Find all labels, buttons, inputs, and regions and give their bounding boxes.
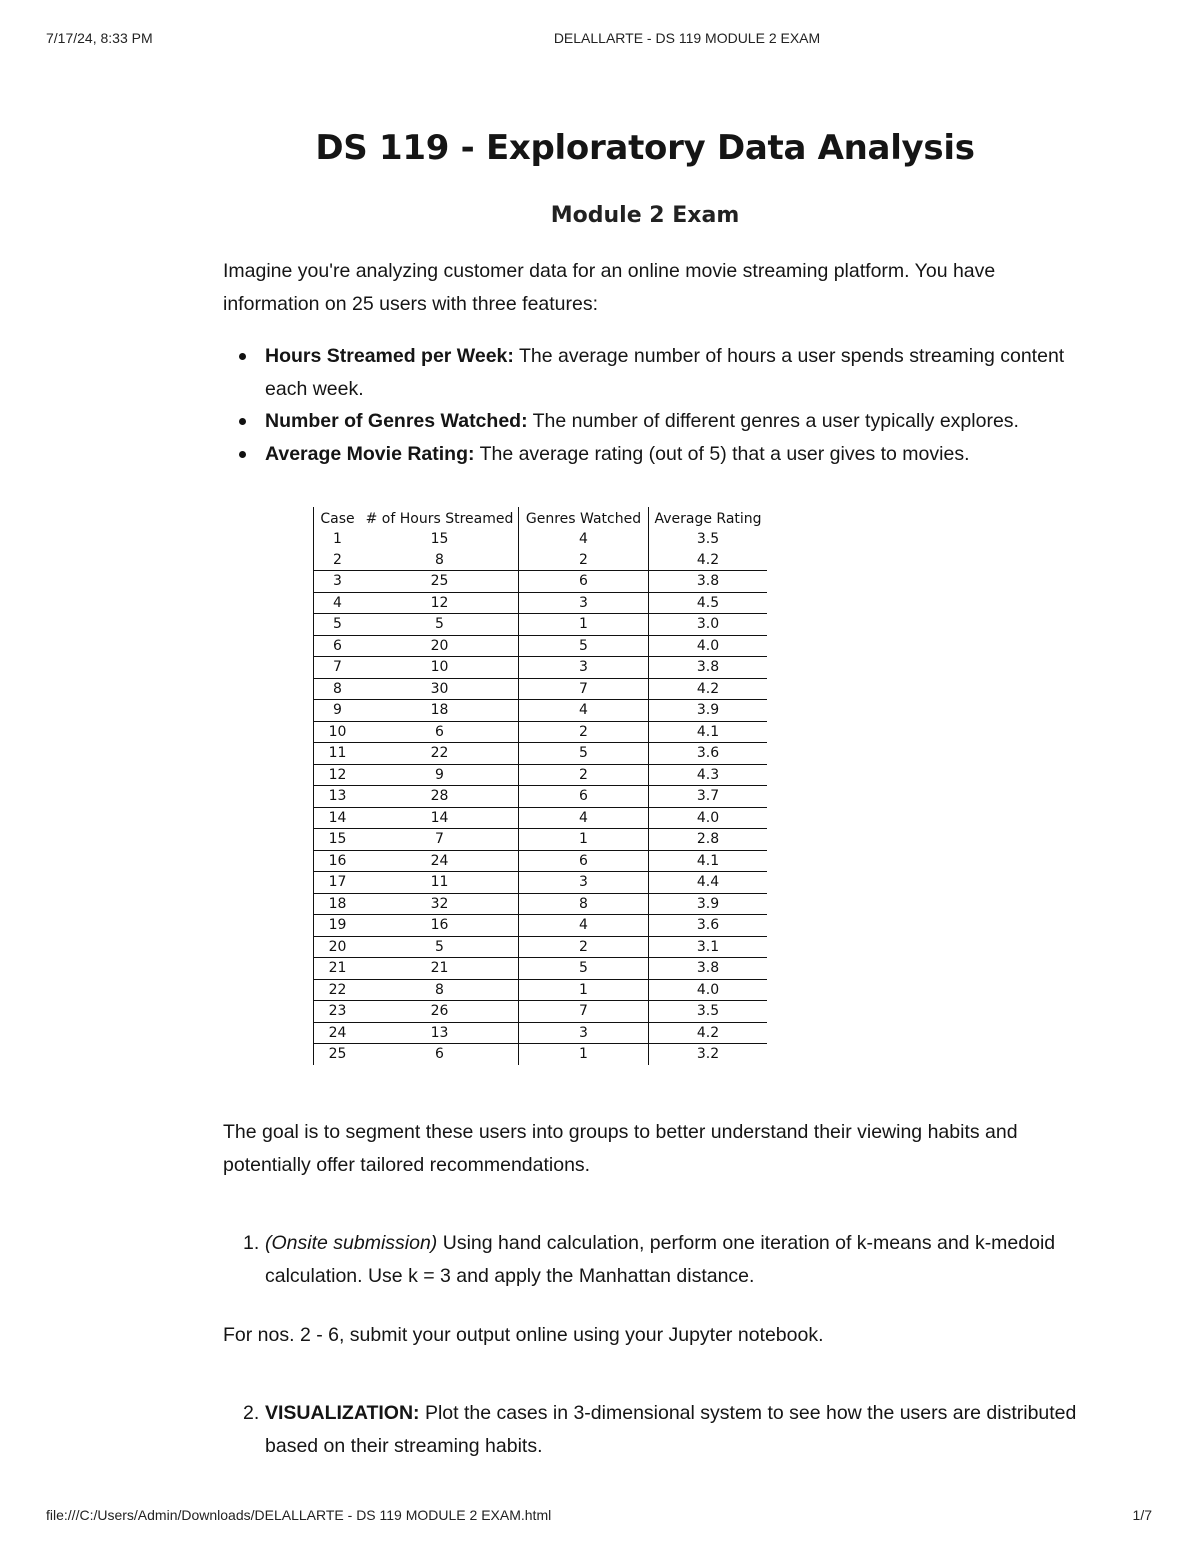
- cell-case: 11: [314, 743, 362, 765]
- cell-hours: 9: [361, 764, 519, 786]
- cell-genres: 6: [519, 571, 649, 593]
- cell-genres: 4: [519, 700, 649, 722]
- cell-case: 2: [314, 550, 362, 571]
- table-row: [314, 635, 768, 657]
- cell-hours: 18: [361, 700, 519, 722]
- cell-rating: 2.8: [649, 829, 768, 851]
- table-row: [314, 872, 768, 894]
- cell-case: 18: [314, 893, 362, 915]
- cell-rating: 4.1: [649, 850, 768, 872]
- cell-genres: 7: [519, 678, 649, 700]
- table-row: [314, 700, 768, 722]
- cell-case: 1: [314, 529, 362, 550]
- cell-rating: 3.8: [649, 958, 768, 980]
- cell-rating: 4.0: [649, 807, 768, 829]
- feature-term: Number of Genres Watched:: [265, 410, 528, 432]
- cell-case: 21: [314, 958, 362, 980]
- cell-genres: 2: [519, 936, 649, 958]
- cell-genres: 4: [519, 915, 649, 937]
- cell-hours: 20: [361, 635, 519, 657]
- cell-genres: 5: [519, 635, 649, 657]
- question-item: [223, 1227, 1083, 1292]
- user-data-table: [313, 507, 767, 1065]
- cell-case: 12: [314, 764, 362, 786]
- cell-hours: 24: [361, 850, 519, 872]
- question-text: Plot the cases in 3-dimensional system to see how the users are distributed based on their streaming habits.: [265, 1402, 1077, 1457]
- feature-desc: The average rating (out of 5) that a user gives to movies.: [474, 442, 970, 465]
- cell-genres: 6: [519, 786, 649, 808]
- table-row: [314, 1022, 768, 1044]
- feature-desc: The number of different genres a user typically explores.: [527, 410, 1019, 432]
- cell-case: 7: [314, 657, 362, 679]
- cell-hours: 28: [361, 786, 519, 808]
- table-header-row: [314, 507, 768, 529]
- table-row: [314, 1001, 768, 1023]
- intro-paragraph: Imagine you're analyzing customer data for an online movie streaming platform. You have information on 25 users with three features:: [223, 260, 996, 315]
- cell-genres: 5: [519, 743, 649, 765]
- feature-desc: The average number of hours a user spends streaming content each week.: [265, 345, 1065, 400]
- cell-case: 17: [314, 872, 362, 894]
- cell-genres: 3: [519, 592, 649, 614]
- cell-case: 13: [314, 786, 362, 808]
- cell-hours: 11: [361, 872, 519, 894]
- table-row: [314, 571, 768, 593]
- cell-case: 8: [314, 678, 362, 700]
- cell-genres: 2: [519, 764, 649, 786]
- cell-case: 6: [314, 635, 362, 657]
- cell-genres: 4: [519, 807, 649, 829]
- cell-rating: 3.5: [649, 1001, 768, 1023]
- cell-case: 19: [314, 915, 362, 937]
- cell-genres: 4: [519, 529, 649, 550]
- cell-genres: 1: [519, 1044, 649, 1065]
- question-number: 2.: [243, 1402, 260, 1424]
- cell-genres: 1: [519, 614, 649, 636]
- feature-item: [223, 340, 1083, 405]
- cell-hours: 32: [361, 893, 519, 915]
- cell-hours: 8: [361, 979, 519, 1001]
- cell-genres: 7: [519, 1001, 649, 1023]
- table-row: [314, 721, 768, 743]
- question-text: Using hand calculation, perform one iteration of k-means and k-medoid calculation. Use k = 3 and apply the Manhattan distance.: [265, 1232, 1056, 1287]
- feature-item: [223, 438, 1083, 471]
- feature-term: Hours Streamed per Week:: [265, 345, 514, 367]
- cell-case: 16: [314, 850, 362, 872]
- cell-case: 25: [314, 1044, 362, 1065]
- table-row: [314, 936, 768, 958]
- cell-case: 15: [314, 829, 362, 851]
- question-number: 1.: [243, 1232, 260, 1254]
- cell-rating: 3.6: [649, 915, 768, 937]
- cell-hours: 7: [361, 829, 519, 851]
- cell-case: 22: [314, 979, 362, 1001]
- feature-item: [223, 405, 1083, 438]
- cell-rating: 3.8: [649, 657, 768, 679]
- cell-rating: 3.0: [649, 614, 768, 636]
- table-row: [314, 1044, 768, 1065]
- cell-case: 14: [314, 807, 362, 829]
- cell-hours: 30: [361, 678, 519, 700]
- cell-rating: 3.8: [649, 571, 768, 593]
- question-label: VISUALIZATION:: [265, 1402, 420, 1424]
- cell-case: 9: [314, 700, 362, 722]
- table-row: [314, 786, 768, 808]
- cell-genres: 1: [519, 829, 649, 851]
- cell-hours: 6: [361, 1044, 519, 1065]
- question-prefix: (Onsite submission): [265, 1232, 438, 1254]
- table-row: [314, 915, 768, 937]
- cell-rating: 3.9: [649, 700, 768, 722]
- page-title: DS 119 - Exploratory Data Analysis: [315, 128, 975, 168]
- question-item: [223, 1397, 1083, 1462]
- header-case: Case: [314, 507, 362, 529]
- print-doc-title: DELALLARTE - DS 119 MODULE 2 EXAM: [553, 30, 821, 46]
- print-page-number: 1/7: [1132, 1507, 1152, 1523]
- cell-rating: 4.2: [649, 678, 768, 700]
- cell-rating: 4.2: [696, 551, 720, 568]
- cell-hours: 25: [361, 571, 519, 593]
- cell-case: 24: [314, 1022, 362, 1044]
- cell-hours: 6: [361, 721, 519, 743]
- header-genres: Genres Watched: [519, 507, 649, 529]
- cell-hours: 13: [361, 1022, 519, 1044]
- header-hours: # of Hours Streamed: [361, 507, 519, 529]
- cell-hours: 16: [361, 915, 519, 937]
- cell-hours: 8: [361, 550, 519, 571]
- page-subtitle: Module 2 Exam: [550, 203, 740, 228]
- cell-hours: 14: [361, 807, 519, 829]
- table-row: [314, 614, 768, 636]
- cell-rating: 3.6: [649, 743, 768, 765]
- print-file-path: file:///C:/Users/Admin/Downloads/DELALLARTE - DS 119 MODULE 2 EXAM.html: [46, 1507, 552, 1523]
- cell-genres: 8: [519, 893, 649, 915]
- table-row: [314, 678, 768, 700]
- submission-note: For nos. 2 - 6, submit your output online using your Jupyter notebook.: [223, 1324, 824, 1346]
- feature-term: Average Movie Rating:: [265, 442, 475, 465]
- table-row: [314, 850, 768, 872]
- cell-rating: 3.5: [696, 531, 720, 548]
- cell-rating: 3.7: [649, 786, 768, 808]
- table-row: [314, 807, 768, 829]
- table-row: [314, 743, 768, 765]
- cell-rating: 4.5: [649, 592, 768, 614]
- table-row: [314, 550, 768, 571]
- table-row: [314, 829, 768, 851]
- cell-case: 4: [314, 592, 362, 614]
- cell-genres: 2: [519, 721, 649, 743]
- cell-rating: 4.4: [649, 872, 768, 894]
- table-row: [314, 657, 768, 679]
- cell-genres: 3: [519, 872, 649, 894]
- cell-case: 20: [314, 936, 362, 958]
- cell-genres: 3: [519, 657, 649, 679]
- cell-genres: 1: [519, 979, 649, 1001]
- cell-case: 10: [314, 721, 362, 743]
- table-body: [314, 529, 768, 1065]
- header-rating: Average Rating: [654, 511, 762, 527]
- cell-genres: 6: [519, 850, 649, 872]
- cell-case: 5: [314, 614, 362, 636]
- cell-hours: 26: [361, 1001, 519, 1023]
- question-1: [223, 1227, 1083, 1292]
- cell-rating: 4.2: [649, 1022, 768, 1044]
- cell-rating: 4.3: [649, 764, 768, 786]
- cell-rating: 3.9: [649, 893, 768, 915]
- table-row: [314, 958, 768, 980]
- cell-genres: 2: [519, 550, 649, 571]
- cell-rating: 3.1: [649, 936, 768, 958]
- cell-rating: 4.0: [649, 979, 768, 1001]
- cell-genres: 3: [519, 1022, 649, 1044]
- table-row: [314, 529, 768, 550]
- table-row: [314, 592, 768, 614]
- goal-paragraph: The goal is to segment these users into groups to better understand their viewing habits and potentially offer tailored recommendations.: [223, 1121, 1018, 1176]
- cell-hours: 15: [361, 529, 519, 550]
- question-2: [223, 1397, 1083, 1462]
- table-row: [314, 893, 768, 915]
- cell-hours: 5: [361, 936, 519, 958]
- cell-hours: 22: [361, 743, 519, 765]
- table-row: [314, 979, 768, 1001]
- feature-list: [223, 340, 1083, 470]
- cell-hours: 5: [361, 614, 519, 636]
- print-datetime: 7/17/24, 8:33 PM: [46, 30, 153, 46]
- cell-genres: 5: [519, 958, 649, 980]
- cell-rating: 4.1: [649, 721, 768, 743]
- cell-rating: 4.0: [649, 635, 768, 657]
- cell-case: 3: [314, 571, 362, 593]
- table-row: [314, 764, 768, 786]
- cell-rating: 3.2: [649, 1044, 768, 1065]
- cell-hours: 21: [361, 958, 519, 980]
- cell-hours: 10: [361, 657, 519, 679]
- cell-case: 23: [314, 1001, 362, 1023]
- cell-hours: 12: [361, 592, 519, 614]
